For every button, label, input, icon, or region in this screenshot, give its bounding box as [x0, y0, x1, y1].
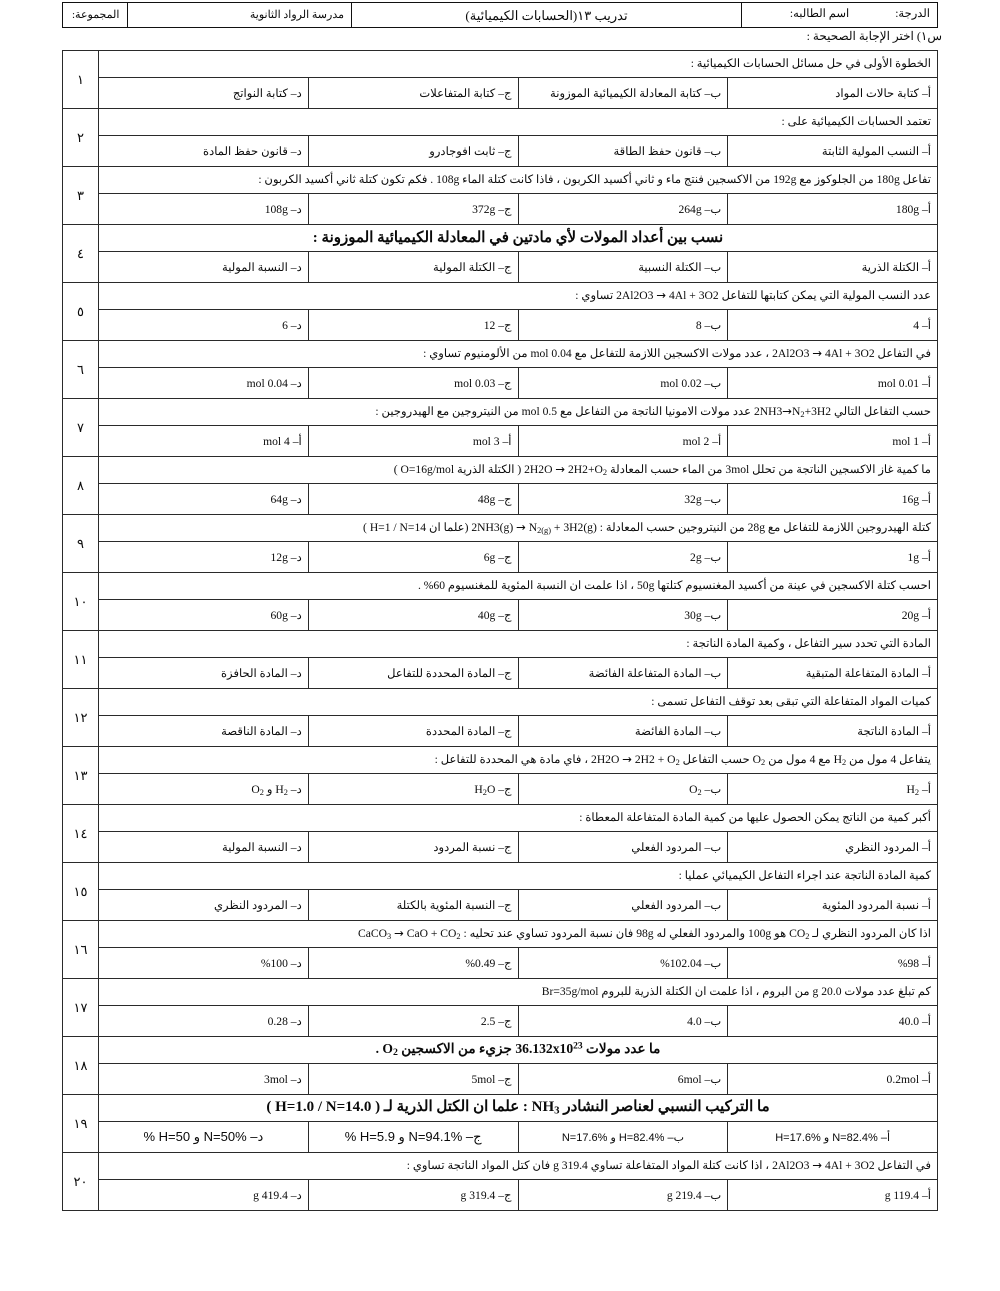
question-stem: اذا كان المردود النظري لـ $CO_2$ هو 100g والمردود الفعلي له 98g فان نسبة المردود تساوي عند تحليه : CaCO$_3$ → CaO + $CO_2$: [99, 921, 938, 948]
question-options-row: [63, 600, 938, 631]
option-b[interactable]: ب– قانون حفظ الطاقة: [518, 136, 728, 167]
question-stem-row: [63, 573, 938, 600]
question-stem: عدد النسب المولية التي يمكن كتابتها للتفاعل 2Al2O3 → 4Al + 3O2 تساوي :: [99, 283, 938, 310]
option-b[interactable]: ب– 8: [518, 310, 728, 341]
exercise-title: تدريب ١٣(الحسابات الكيميائية): [351, 3, 741, 27]
question-stem: كم تبلغ عدد مولات 20.0 g من البروم ، اذا علمت ان الكتلة الذرية للبروم Br=35g/mol: [99, 979, 938, 1006]
option-d[interactable]: د– 6: [99, 310, 309, 341]
question-stem-row: [63, 1153, 938, 1180]
question-stem-row: [63, 921, 938, 948]
option-a[interactable]: أ– المادة الناتجة: [728, 716, 938, 747]
option-a[interactable]: أ– 0.2mol: [728, 1064, 938, 1095]
option-c[interactable]: ج– 12: [308, 310, 518, 341]
option-b[interactable]: ب– المردود الفعلي: [518, 890, 728, 921]
question-stem-row: [63, 1095, 938, 1122]
option-d[interactable]: د– 12g: [99, 542, 309, 573]
question-stem: في التفاعل 2Al2O3 → 4Al + 3O2 ، اذا كانت كتلة المواد المتفاعلة تساوي 319.4 g فان كتل المواد الناتجة تساوي :: [99, 1153, 938, 1180]
question-options-row: [63, 136, 938, 167]
question-number: ١٩: [63, 1095, 99, 1153]
option-a[interactable]: أ– 98%: [728, 948, 938, 979]
question-stem-row: [63, 689, 938, 716]
option-a[interactable]: أ– $H_2$: [728, 774, 938, 805]
question-options-row: [63, 1006, 938, 1037]
option-a[interactable]: أ– 40.0: [728, 1006, 938, 1037]
question-stem-row: [63, 747, 938, 774]
question-options-row: [63, 1180, 938, 1211]
option-c[interactable]: ج– المادة المحددة للتفاعل: [308, 658, 518, 689]
option-c[interactable]: ج– كتابة المتفاعلات: [308, 78, 518, 109]
header-school-group-cell: [65, 3, 351, 27]
option-a[interactable]: أ– 4: [728, 310, 938, 341]
question-stem-row: [63, 341, 938, 368]
question-number: ١٧: [63, 979, 99, 1037]
question-options-row: [63, 194, 938, 225]
question-options-row: [63, 426, 938, 457]
question-stem-row: [63, 51, 938, 78]
question-number: ١٨: [63, 1037, 99, 1095]
school-name: مدرسة الرواد الثانوية: [249, 8, 344, 21]
question-number: ١٥: [63, 863, 99, 921]
option-d[interactable]: د– 3mol: [99, 1064, 309, 1095]
option-d[interactable]: د– $H_2$ و $O_2$: [99, 774, 309, 805]
question-number: ٥: [63, 283, 99, 341]
option-a[interactable]: أ– 0.01 mol: [728, 368, 938, 399]
question-options-row: [63, 948, 938, 979]
question-number: ٨: [63, 457, 99, 515]
option-b[interactable]: ب– H=82.4% و N=17.6%: [518, 1122, 728, 1153]
question-stem: كمية المادة الناتجة عند اجراء التفاعل الكيميائي عمليا :: [99, 863, 938, 890]
option-d[interactable]: د– المردود النظري: [99, 890, 309, 921]
question-options-row: [63, 774, 938, 805]
option-a[interactable]: أ– 1 mol: [728, 426, 938, 457]
question-stem-row: [63, 225, 938, 252]
option-d[interactable]: د– 419.4 g: [99, 1180, 309, 1211]
option-b[interactable]: ب– كتابة المعادلة الكيميائية الموزونة: [518, 78, 728, 109]
option-d[interactable]: د– 64g: [99, 484, 309, 515]
question-number: ١٦: [63, 921, 99, 979]
question-number: ٩: [63, 515, 99, 573]
question-number: ٢٠: [63, 1153, 99, 1211]
question-stem-row: [63, 631, 938, 658]
option-c[interactable]: ج– نسبة المردود: [308, 832, 518, 863]
option-b[interactable]: ب– الكتلة النسبية: [518, 252, 728, 283]
option-d[interactable]: د– النسبة المولية: [99, 252, 309, 283]
question-stem-row: [63, 457, 938, 484]
option-b[interactable]: ب– 0.02 mol: [518, 368, 728, 399]
question-options-row: [63, 542, 938, 573]
question-stem-row: [63, 805, 938, 832]
question-options-row: [63, 252, 938, 283]
question-stem: المادة التي تحدد سير التفاعل ، وكمية المادة الناتجة :: [99, 631, 938, 658]
question-stem: كميات المواد المتفاعلة التي تبقى بعد توقف التفاعل تسمى :: [99, 689, 938, 716]
exam-header: [62, 2, 938, 28]
question-options-row: [63, 716, 938, 747]
option-c[interactable]: ج– النسبة المئوية بالكتلة: [308, 890, 518, 921]
question-number: ١٢: [63, 689, 99, 747]
question-number: ٢: [63, 109, 99, 167]
option-b[interactable]: ب– 30g: [518, 600, 728, 631]
question-options-row: [63, 1064, 938, 1095]
question-stem: يتفاعل 4 مول من $H_2$ مع 4 مول من $O_2$ حسب التفاعل $2H2O \to 2H2 + O_2$ ، فاي مادة هي المحددة للتفاعل :: [99, 747, 938, 774]
question-number: ١٠: [63, 573, 99, 631]
question-options-row: [63, 1122, 938, 1153]
question-options-row: [63, 310, 938, 341]
question-number: ٧: [63, 399, 99, 457]
option-b[interactable]: ب– 219.4 g: [518, 1180, 728, 1211]
option-c[interactable]: أ– 3 mol: [308, 426, 518, 457]
option-a[interactable]: أ– 1g: [728, 542, 938, 573]
option-c[interactable]: ج– 48g: [308, 484, 518, 515]
option-d[interactable]: د– قانون حفظ المادة: [99, 136, 309, 167]
option-a[interactable]: أ– المردود النظري: [728, 832, 938, 863]
option-b[interactable]: ب– 102.04%: [518, 948, 728, 979]
option-c[interactable]: ج– $H_2O$: [308, 774, 518, 805]
question-stem: احسب كتلة الاكسجين في عينة من أكسيد المغنسيوم كتلتها 50g ، اذا علمت ان النسبة المئوية للمغنسيوم 60% .: [99, 573, 938, 600]
option-a[interactable]: أ– كتابة حالات المواد: [728, 78, 938, 109]
option-d[interactable]: د– N=50% و H=50 %: [99, 1122, 309, 1153]
group-label: المجموعة:: [72, 3, 128, 27]
option-d[interactable]: د– المادة الناقصة: [99, 716, 309, 747]
option-a[interactable]: أ– المادة المتفاعلة المتبقية: [728, 658, 938, 689]
option-b[interactable]: ب– المردود الفعلي: [518, 832, 728, 863]
option-b[interactable]: ب– 264g: [518, 194, 728, 225]
option-d[interactable]: أ– 4 mol: [99, 426, 309, 457]
option-a[interactable]: أ– 16g: [728, 484, 938, 515]
question-number: ٣: [63, 167, 99, 225]
option-a[interactable]: أ– 119.4 g: [728, 1180, 938, 1211]
question-stem-row: [63, 979, 938, 1006]
option-a[interactable]: أ– 180g: [728, 194, 938, 225]
question-stem: أكبر كمية من الناتج يمكن الحصول عليها من كمية المادة المتفاعلة المعطاة :: [99, 805, 938, 832]
option-b[interactable]: ب– المادة المتفاعلة الفائضة: [518, 658, 728, 689]
option-a[interactable]: أ– N=82.4% و H=17.6%: [728, 1122, 938, 1153]
question-stem: الخطوة الأولى في حل مسائل الحسابات الكيميائية :: [99, 51, 938, 78]
question-options-row: [63, 78, 938, 109]
option-b[interactable]: ب– 4.0: [518, 1006, 728, 1037]
option-d[interactable]: د– 0.28: [99, 1006, 309, 1037]
option-c[interactable]: ج– الكتلة المولية: [308, 252, 518, 283]
question-stem-row: [63, 109, 938, 136]
option-c[interactable]: ج– 0.49%: [308, 948, 518, 979]
option-b[interactable]: ب– 6mol: [518, 1064, 728, 1095]
question-stem-row: [63, 1037, 938, 1064]
option-c[interactable]: ج– المادة المحددة: [308, 716, 518, 747]
question-number: ٦: [63, 341, 99, 399]
option-d[interactable]: د– 108g: [99, 194, 309, 225]
option-c[interactable]: ج– 40g: [308, 600, 518, 631]
questions-table: [62, 50, 938, 1211]
option-a[interactable]: أ– نسبة المردود المئوية: [728, 890, 938, 921]
question-stem: ما التركيب النسبي لعناصر النشادر $NH_3$ : علما ان الكتل الذرية لـ ( H=1.0 / N=14.0 ): [99, 1095, 938, 1122]
question-stem: تعتمد الحسابات الكيميائية على :: [99, 109, 938, 136]
option-c[interactable]: ج– 372g: [308, 194, 518, 225]
option-b[interactable]: ب– 2g: [518, 542, 728, 573]
question-options-row: [63, 890, 938, 921]
option-c[interactable]: ج– 319.4 g: [308, 1180, 518, 1211]
question-number: ٤: [63, 225, 99, 283]
option-c[interactable]: ج– N=94.1% و H=5.9 %: [308, 1122, 518, 1153]
question-stem-row: [63, 167, 938, 194]
question-stem: ما عدد مولات $36.132x10^{23}$ جزيء من الاكسجين $O_2$ .: [99, 1037, 938, 1064]
option-c[interactable]: ج– 0.03 mol: [308, 368, 518, 399]
question-stem: ما كمية غاز الاكسجين الناتجة من تحلل 3mol من الماء حسب المعادلة $2H2O \to 2H2+O_2$ ( الكتلة الذرية O=16g/mol ): [99, 457, 938, 484]
question-stem: تفاعل 180g من الجلوكوز مع 192g من الاكسجين فنتج ماء و ثاني أكسيد الكربون ، فاذا كانت كتلة الماء 108g . فكم تكون كتلة ثاني أكسيد الكربون :: [99, 167, 938, 194]
student-name-label: اسم الطالبه:: [789, 8, 850, 21]
question-options-row: [63, 368, 938, 399]
option-b[interactable]: ب– $O_2$: [518, 774, 728, 805]
option-b[interactable]: ب– 32g: [518, 484, 728, 515]
option-d[interactable]: د– 0.04 mol: [99, 368, 309, 399]
question-options-row: [63, 658, 938, 689]
question-options-row: [63, 484, 938, 515]
instruction-line: س١) اختر الإجابة الصحيحة :: [806, 29, 942, 43]
option-c[interactable]: ج– 2.5: [308, 1006, 518, 1037]
question-stem-row: [63, 515, 938, 542]
option-d[interactable]: د– 60g: [99, 600, 309, 631]
question-stem-row: [63, 283, 938, 310]
option-d[interactable]: د– 100%: [99, 948, 309, 979]
question-number: ١٤: [63, 805, 99, 863]
option-a[interactable]: أ– النسب المولية الثابتة: [728, 136, 938, 167]
grade-label: الدرجة:: [895, 8, 930, 21]
question-stem: حسب التفاعل التالي $2NH3\to N_2+3H2$ عدد مولات الامونيا الناتجة من التفاعل مع 0.5 mol من النيتروجين مع الهيدروجين :: [99, 399, 938, 426]
question-stem: كتلة الهيدروجين اللازمة للتفاعل مع 28g من النيتروجين حسب المعادلة : $2NH3(g) \to N_{2(g)} + 3H2(g)$ (علما ان H=1 / N=14 ): [99, 515, 938, 542]
question-stem: نسب بين أعداد المولات لأي مادتين في المعادلة الكيميائية الموزونة :: [99, 225, 938, 252]
option-a[interactable]: أ– الكتلة الذرية: [728, 252, 938, 283]
question-number: ١: [63, 51, 99, 109]
question-number: ١٣: [63, 747, 99, 805]
option-d[interactable]: د– كتابة النواتج: [99, 78, 309, 109]
question-stem-row: [63, 863, 938, 890]
question-stem: في التفاعل 2Al2O3 → 4Al + 3O2 ، عدد مولات الاكسجين اللازمة للتفاعل مع 0.04 mol من الألومنيوم تساوي :: [99, 341, 938, 368]
question-number: ١١: [63, 631, 99, 689]
header-grade-name-cell: [741, 3, 937, 27]
option-a[interactable]: أ– 20g: [728, 600, 938, 631]
option-d[interactable]: د– النسبة المولية: [99, 832, 309, 863]
question-options-row: [63, 832, 938, 863]
option-b[interactable]: أ– 2 mol: [518, 426, 728, 457]
option-c[interactable]: ج– ثابت افوجادرو: [308, 136, 518, 167]
question-stem-row: [63, 399, 938, 426]
option-b[interactable]: ب– المادة الفائضة: [518, 716, 728, 747]
option-c[interactable]: ج– 6g: [308, 542, 518, 573]
option-c[interactable]: ج– 5mol: [308, 1064, 518, 1095]
option-d[interactable]: د– المادة الحافزة: [99, 658, 309, 689]
